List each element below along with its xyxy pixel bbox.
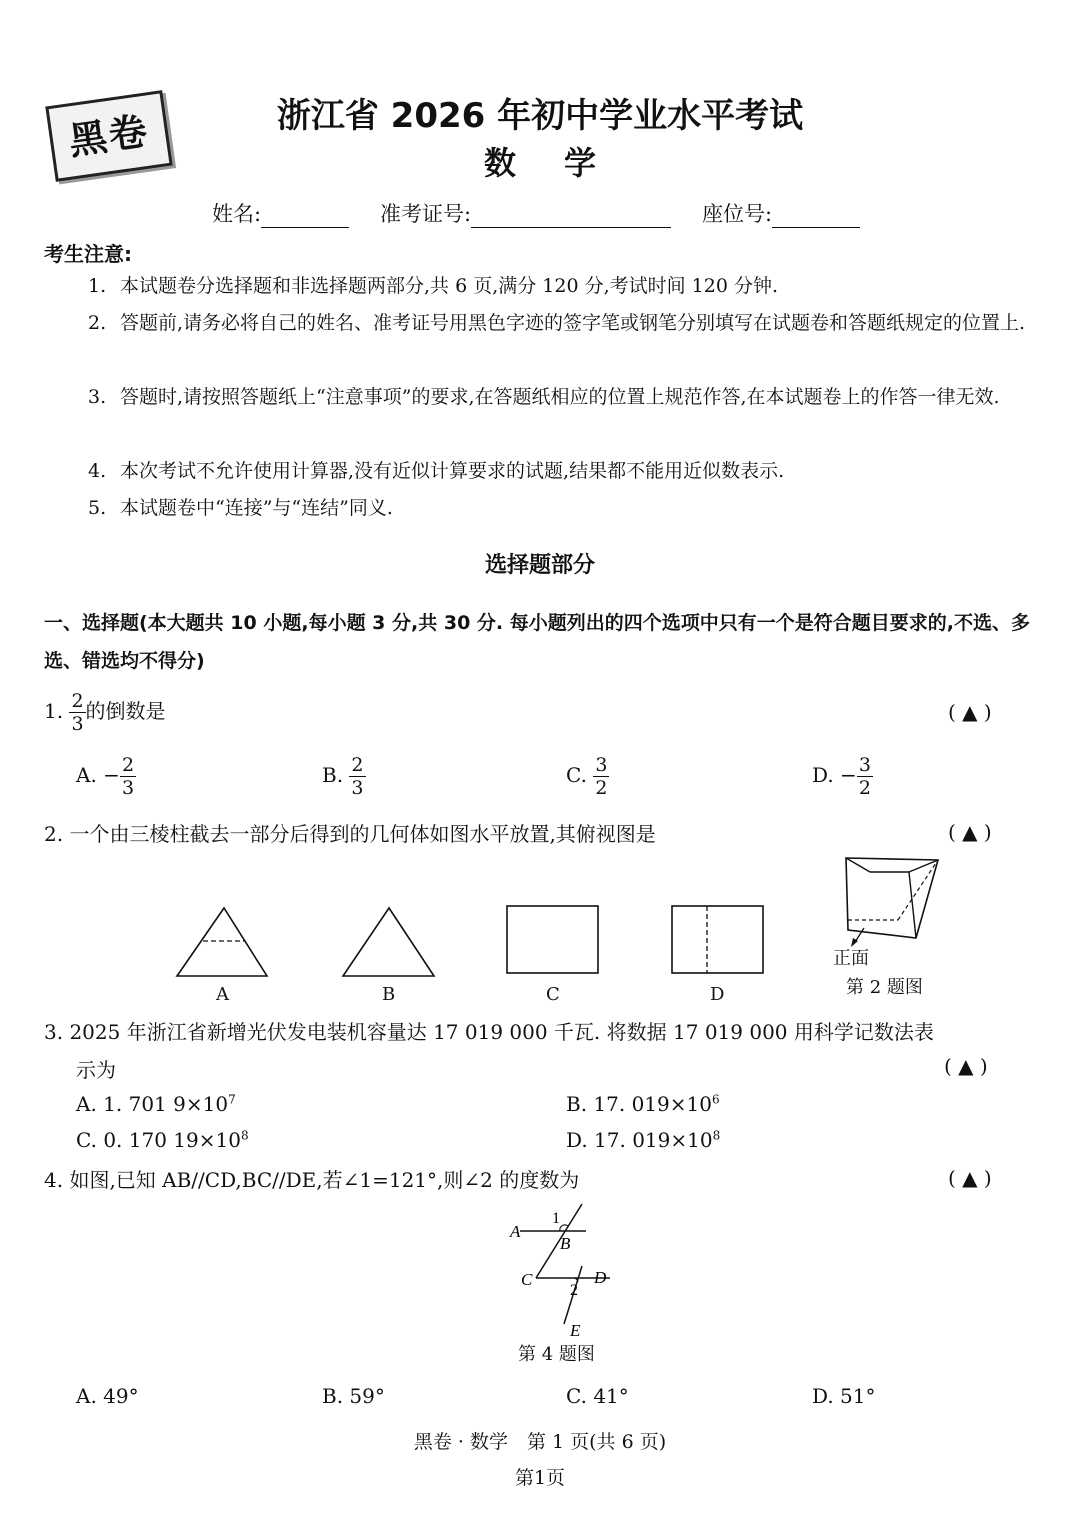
- exam-title: 浙江省 2026 年初中学业水平考试: [276, 96, 804, 136]
- question-1-stem: [44, 690, 166, 735]
- notice-text: 答题时,请按照答题纸上“注意事项”的要求,在答题纸相应的位置上规范作答,在本试题卷上的作答一律无效.: [120, 386, 1000, 408]
- angle-2-label: 2: [570, 1282, 578, 1299]
- question-4-option-b[interactable]: B. 59°: [322, 1384, 385, 1408]
- notice-text: 答题前,请务必将自己的姓名、准考证号用黑色字迹的签字笔或钢笔分别填写在试题卷和答题纸规定的位置上.: [120, 312, 1026, 334]
- notice-item: [88, 453, 1043, 490]
- answer-placeholder: ( ▲ ): [944, 1054, 988, 1078]
- notice-num: 1.: [88, 275, 107, 297]
- label-c: C: [521, 1270, 533, 1289]
- fraction: $\frac{2}{3}$: [71, 690, 84, 735]
- question-3-option-b[interactable]: B. 17. $019\times 10^6$: [566, 1092, 720, 1116]
- option-c-label: C: [546, 984, 560, 1005]
- question-2-stem: 2. 一个由三棱柱截去一部分后得到的几何体如图水平放置,其俯视图是: [44, 822, 656, 846]
- front-label: 正面: [833, 948, 869, 969]
- notice-num: 3.: [88, 386, 107, 408]
- section-instructions: 一、选择题(本大题共 10 小题,每小题 3 分,共 30 分. 每小题列出的四个选项中只有一个是符合题目要求的,不选、多选、错选均不得分): [44, 612, 1030, 672]
- notice-item: [88, 379, 1043, 416]
- notice-num: 4.: [88, 460, 107, 482]
- option-d-label: D: [710, 984, 725, 1005]
- seat-blank[interactable]: [772, 205, 860, 228]
- question-1-option-b[interactable]: B. $\frac{2}{3}$: [322, 754, 364, 799]
- seat-field[interactable]: [702, 198, 860, 228]
- answer-placeholder: ( ▲ ): [948, 1166, 992, 1190]
- notice-num: 5.: [88, 497, 107, 519]
- question-3-stem-cont: 示为: [76, 1058, 116, 1082]
- question-text: 的倒数是: [85, 699, 166, 723]
- notice-text: 本试题卷分选择题和非选择题两部分,共 6 页,满分 120 分,考试时间 120 分钟.: [120, 275, 779, 297]
- name-label: 姓名:: [212, 202, 262, 226]
- question-2-option-d-figure[interactable]: [672, 906, 763, 973]
- option-a-label: A: [216, 984, 229, 1005]
- notice-item: [88, 490, 1043, 527]
- question-4-option-d[interactable]: D. 51°: [812, 1384, 876, 1408]
- notice-text: 本试题卷中“连接”与“连结”同义.: [120, 497, 393, 519]
- label-b: B: [560, 1234, 571, 1253]
- question-number: 1.: [44, 699, 64, 723]
- label-e: E: [570, 1321, 581, 1340]
- label-a: A: [510, 1222, 521, 1241]
- notice-text: 本次考试不允许使用计算器,没有近似计算要求的试题,结果都不能用近似数表示.: [120, 460, 785, 482]
- question-1-option-a[interactable]: A. − $\frac{2}{3}$: [76, 754, 135, 799]
- angle-1-label: 1: [552, 1210, 560, 1227]
- answer-placeholder: ( ▲ ): [948, 820, 992, 844]
- answer-placeholder: ( ▲ ): [948, 700, 992, 724]
- name-blank[interactable]: [261, 205, 349, 228]
- exam-id-field[interactable]: [380, 198, 671, 228]
- question-2-option-a-figure[interactable]: [177, 908, 267, 976]
- seat-label: 座位号:: [702, 202, 773, 226]
- question-1-option-c[interactable]: C. $\frac{3}{2}$: [566, 754, 608, 799]
- option-b-label: B: [382, 984, 396, 1005]
- name-field[interactable]: [212, 198, 349, 228]
- page-footer: 黑卷 · 数学 第 1 页(共 6 页): [413, 1431, 667, 1453]
- section-title: 选择题部分: [484, 553, 595, 578]
- question-3-option-a[interactable]: A. 1. 701 $9\times 10^7$: [76, 1092, 236, 1116]
- label-d: D: [594, 1268, 607, 1287]
- figure-2-caption: 第 2 题图: [846, 977, 923, 998]
- page-number: 第1页: [514, 1467, 566, 1489]
- question-4-option-c[interactable]: C. 41°: [566, 1384, 629, 1408]
- question-3-stem: 3. 2025 年浙江省新增光伏发电装机容量达 17 019 000 千瓦. 将数据 17 019 000 用科学记数法表: [44, 1020, 934, 1044]
- question-2-option-c-figure[interactable]: [507, 906, 598, 973]
- notice-item: [88, 305, 1043, 342]
- question-2-option-b-figure[interactable]: [343, 908, 434, 976]
- notice-item: [88, 268, 1043, 305]
- exam-id-blank[interactable]: [471, 205, 671, 228]
- figure-4-caption: 第 4 题图: [518, 1344, 595, 1365]
- subject-title: 数学: [483, 144, 644, 182]
- question-1-option-d[interactable]: D. − $\frac{3}{2}$: [812, 754, 871, 799]
- question-2-solid-figure: [846, 858, 938, 947]
- notice-num: 2.: [88, 312, 107, 334]
- question-4-stem: 4. 如图,已知 AB//CD,BC//DE,若∠1=121°,则∠2 的度数为: [44, 1168, 580, 1192]
- question-3-option-c[interactable]: C. 0. 170 $19\times 10^8$: [76, 1128, 249, 1152]
- question-4-figure: [490, 1196, 630, 1346]
- question-4-option-a[interactable]: A. 49°: [76, 1384, 139, 1408]
- heijuan-stamp-logo: 黑卷: [45, 90, 172, 182]
- exam-id-label: 准考证号:: [380, 202, 472, 226]
- question-3-option-d[interactable]: D. 17. $019\times 10^8$: [566, 1128, 721, 1152]
- notice-heading: 考生注意:: [44, 242, 132, 266]
